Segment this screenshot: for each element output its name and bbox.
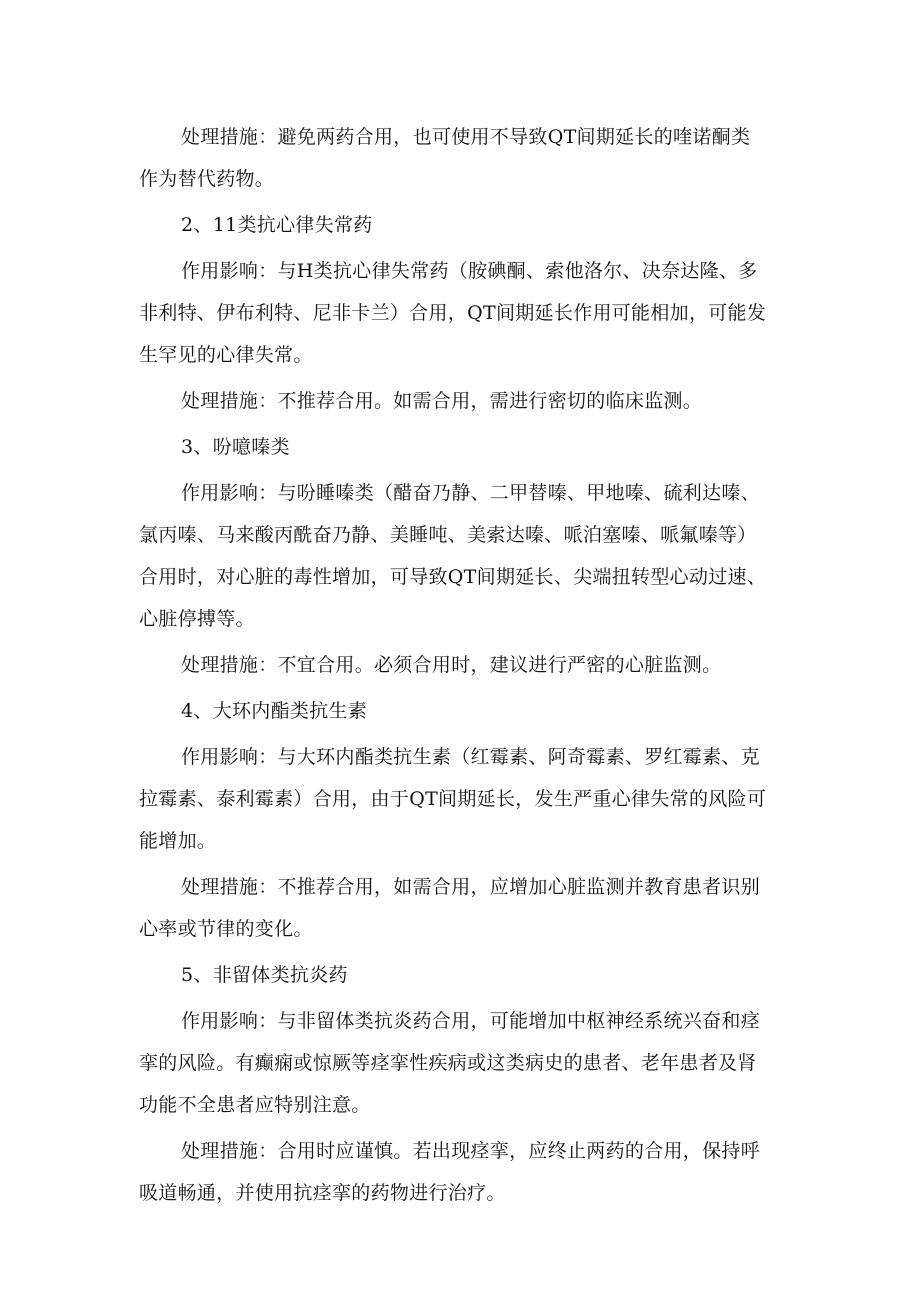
section-heading: 4、大环内酯类抗生素	[181, 700, 368, 722]
paragraph-line: 处理措施：不推荐合用，如需合用，应增加心脏监测并教育患者识别	[181, 876, 761, 898]
paragraph-line: 合用时，对心脏的毒性增加，可导致QT间期延长、尖端扭转型心动过速、	[139, 566, 767, 588]
paragraph-line: 作用影响：与非留体类抗炎药合用，可能增加中枢神经系统兴奋和痉	[181, 1010, 761, 1032]
paragraph-line: 处理措施：不推荐合用。如需合用，需进行密切的临床监测。	[181, 390, 703, 412]
document-body	[139, 116, 799, 1214]
paragraph-line: 生罕见的心律失常。	[139, 344, 313, 366]
paragraph-line: 作用影响：与大环内酯类抗生素（红霉素、阿奇霉素、罗红霉素、克	[181, 746, 761, 768]
paragraph-line: 挛的风险。有癫痫或惊厥等痉挛性疾病或这类病史的患者、老年患者及肾	[139, 1052, 757, 1074]
section-heading: 2、11类抗心律失常药	[181, 214, 373, 236]
paragraph-line: 吸道畅通，并使用抗痉挛的药物进行治疗。	[139, 1182, 506, 1204]
paragraph-line: 作为替代药物。	[139, 168, 275, 190]
paragraph-line: 功能不全患者应特别注意。	[139, 1094, 371, 1116]
paragraph-line: 拉霉素、泰利霉素）合用，由于QT间期延长，发生严重心律失常的风险可	[139, 788, 767, 810]
paragraph-line: 处理措施：不宜合用。必须合用时，建议进行严密的心脏监测。	[181, 654, 722, 676]
paragraph-line: 处理措施：合用时应谨慎。若出现痉挛，应终止两药的合用，保持呼	[181, 1140, 761, 1162]
paragraph-line: 能增加。	[139, 830, 217, 852]
section-heading: 3、吩噫嗪类	[181, 436, 290, 458]
paragraph-line: 氯丙嗪、马来酸丙酰奋乃静、美睡吨、美索达嗪、哌泊塞嗪、哌氟嗪等）	[139, 524, 757, 546]
paragraph-line: 心脏停搏等。	[139, 608, 255, 630]
paragraph-line: 非利特、伊布利特、尼非卡兰）合用，QT间期延长作用可能相加，可能发	[139, 302, 767, 324]
paragraph-line: 心率或节律的变化。	[139, 918, 313, 940]
paragraph-line: 作用影响：与H类抗心律失常药（胺碘酮、索他洛尔、决奈达隆、多	[181, 260, 758, 282]
paragraph-line: 处理措施：避免两药合用，也可使用不导致QT间期延长的喹诺酮类	[181, 126, 751, 148]
section-heading: 5、非留体类抗炎药	[181, 964, 348, 986]
paragraph-line: 作用影响：与吩睡嗪类（醋奋乃静、二甲替嗪、甲地嗪、硫利达嗪、	[181, 482, 761, 504]
